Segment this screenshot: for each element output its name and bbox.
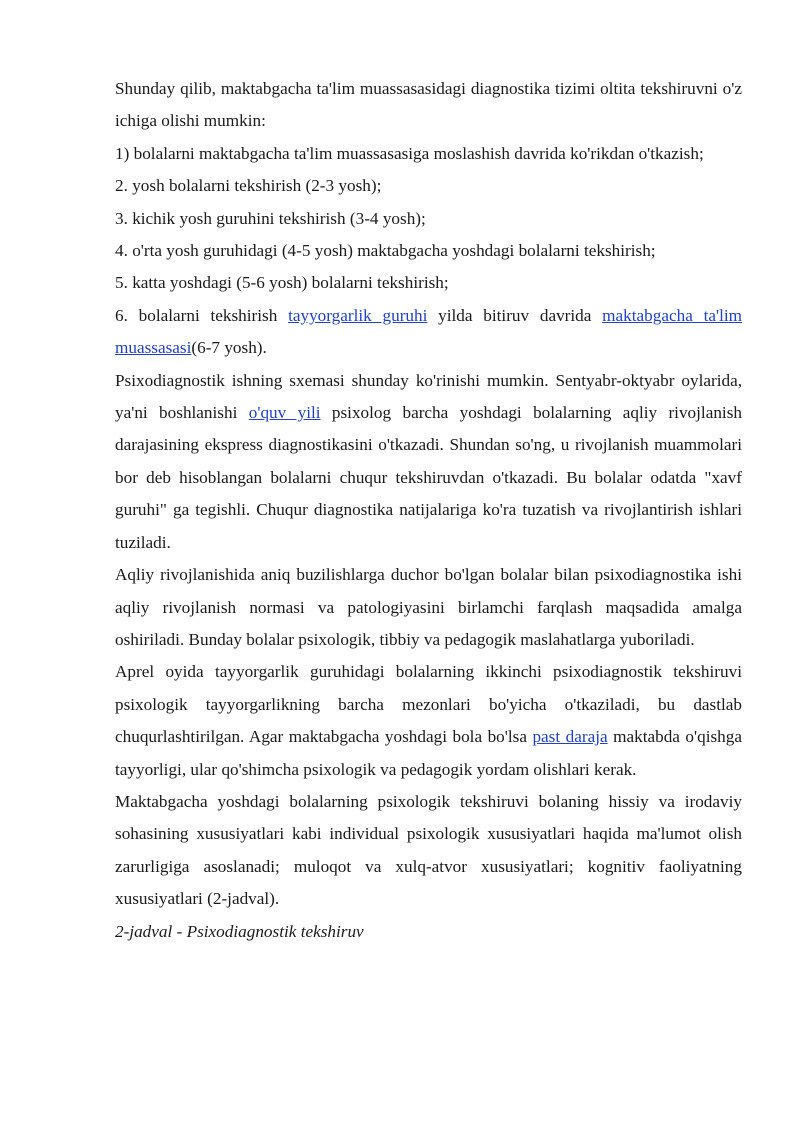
list-item-2: 2. yosh bolalarni tekshirish (2-3 yosh);: [115, 176, 382, 196]
mental-development-paragraph: Aqliy rivojlanishida aniq buzilishlarga duchor bo'lgan bolalar bilan psixodiagnostika ishi aqliy rivojlanish normasi va patologiyasini birlamchi farqlash maqsadida amalga oshiriladi. Bunday bolalar psixologik, tibbiy va pedagogik maslahatlarga yuboriladi.: [115, 565, 742, 649]
psychodiagnostic-scheme-paragraph: [115, 365, 742, 559]
past-daraja-link[interactable]: past daraja: [532, 727, 608, 747]
april-text-post: maktabda o'qishga tayyorligi, ular qo'shimcha psixologik va pedagogik yordam olishlari kerak.: [115, 727, 742, 779]
table-caption: 2-jadval - Psixodiagnostik tekshiruv: [115, 921, 364, 941]
april-examination-paragraph: [115, 656, 742, 786]
document-page: [115, 73, 742, 948]
maktabgacha-talim-muassasasi-link[interactable]: maktabgacha ta'lim muassasasi: [115, 305, 742, 358]
oquv-yili-link[interactable]: o'quv yili: [248, 403, 321, 423]
list-item-3: 3. kichik yosh guruhini tekshirish (3-4 yosh);: [115, 208, 426, 228]
list-item-6: [115, 300, 742, 365]
list-item-6-text-mid: yilda bitiruv davrida: [427, 305, 603, 325]
tayyorgarlik-guruhi-link[interactable]: tayyorgarlik guruhi: [288, 305, 428, 325]
scheme-text-post: psixolog barcha yoshdagi bolalarning aqliy rivojlanish darajasining ekspress diagnostikasini o'tkazadi. Shundan so'ng, u rivojlanish muammolari bor deb hisoblangan bolalarni chuqur tekshiruvdan o'tkazadi. Bu bolalar odatda "xavf guruhi" ga tegishli. Chuqur diagnostika natijalariga ko'ra tuzatish va rivojlantirish ishlari tuziladi.: [115, 403, 742, 552]
list-item-6-text-post: (6-7 yosh).: [191, 338, 267, 358]
list-item-4: 4. o'rta yosh guruhidagi (4-5 yosh) maktabgacha yoshdagi bolalarni tekshirish;: [115, 241, 656, 261]
intro-paragraph: Shunday qilib, maktabgacha ta'lim muassasasidagi diagnostika tizimi oltita tekshiruvni o'z ichiga olishi mumkin:: [115, 79, 742, 131]
april-text-pre: Aprel oyida tayyorgarlik guruhidagi bolalarning ikkinchi psixodiagnostik tekshiruvi psixologik tayyorgarlikning barcha mezonlari bo'yicha o'tkaziladi, bu dastlab chuqurlashtirilgan. Agar maktabgacha yoshdagi bola bo'lsa: [115, 662, 742, 747]
list-item-5: 5. katta yoshdagi (5-6 yosh) bolalarni tekshirish;: [115, 273, 449, 293]
scheme-text-pre: Psixodiagnostik ishning sxemasi shunday ko'rinishi mumkin. Sentyabr-oktyabr oylarida, ya'ni boshlanishi: [115, 370, 742, 423]
list-item-6-text-pre: 6. bolalarni tekshirish: [115, 305, 289, 325]
psychological-examination-paragraph: Maktabgacha yoshdagi bolalarning psixologik tekshiruvi bolaning hissiy va irodaviy sohasining xususiyatlari kabi individual psixologik xususiyatlari haqida ma'lumot olish zarurligiga asoslanadi; muloqot va xulq-atvor xususiyatlari; kognitiv faoliyatning xususiyatlari (2-jadval).: [115, 791, 742, 909]
list-item-1: 1) bolalarni maktabgacha ta'lim muassasasiga moslashish davrida ko'rikdan o'tkazish;: [115, 143, 704, 163]
